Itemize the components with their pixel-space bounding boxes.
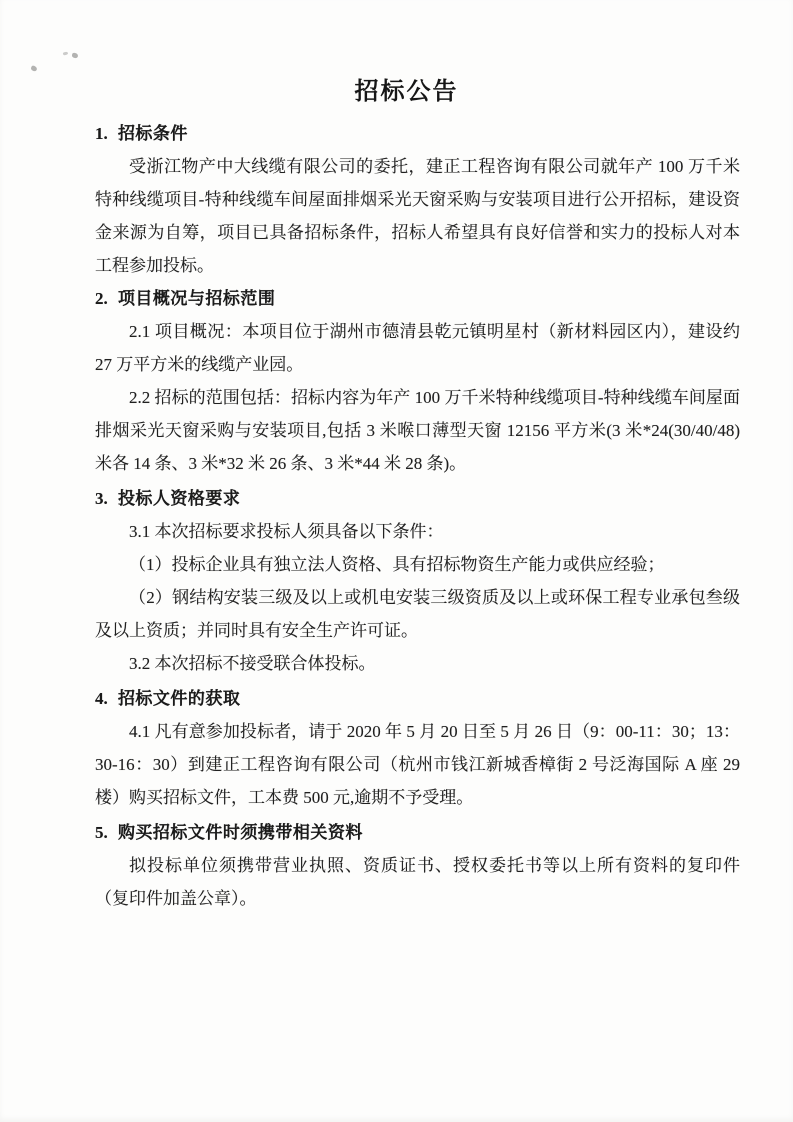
paragraph: 受浙江物产中大线缆有限公司的委托，建正工程咨询有限公司就年产 100 万千米特种线缆项目-特种线缆车间屋面排烟采光天窗采购与安装项目进行公开招标，建设资金来源为自筹，项目已具备招标条件，招标人希望具有良好信誉和实力的投标人对本工程参加投标。 [95,157,740,275]
section-heading-text: 项目概况与招标范围 [117,289,276,308]
section-number: 1. [95,124,108,143]
section-project-overview [95,282,740,480]
section-heading [95,482,740,515]
section-tender-conditions [95,117,740,282]
paragraph: 拟投标单位须携带营业执照、资质证书、授权委托书等以上所有资料的复印件（复印件加盖公章）。 [95,856,740,908]
paragraph: 4.1 凡有意参加投标者，请于 2020 年 5 月 20 日至 5 月 26 日（9：00-11：30；13：30-16：30）到建正工程咨询有限公司（杭州市钱江新城香樟街 2 号泛海国际 A 座 29 楼）购买招标文件，工本费 500 元,逾期不予受理。 [95,722,740,807]
section-heading-text: 购买招标文件时须携带相关资料 [117,823,363,842]
section-heading [95,117,740,150]
paragraph: 3.1 本次招标要求投标人须具备以下条件： [129,522,444,541]
section-bidder-qualifications [95,482,740,680]
document-title: 招标公告 [354,78,459,105]
section-heading-text: 投标人资格要求 [117,489,241,508]
paragraph: （2）钢结构安装三级及以上或机电安装三级资质及以上或环保工程专业承包叁级及以上资质；并同时具有安全生产许可证。 [95,588,740,640]
section-number: 2. [95,289,108,308]
paragraph: 2.2 招标的范围包括：招标内容为年产 100 万千米特种线缆项目-特种线缆车间屋面排烟采光天窗采购与安装项目,包括 3 米喉口薄型天窗 12156 平方米(3 米*24(30/40/48) 米各 14 条、3 米*32 米 26 条、3 米*44 米 28 条)。 [95,388,740,473]
section-number: 4. [95,689,108,708]
document-content [95,77,740,915]
section-document-acquisition [95,682,740,814]
section-heading [95,816,740,849]
paragraph: （1）投标企业具有独立法人资格、具有招标物资生产能力或供应经验； [129,555,665,574]
scan-speck [63,51,69,55]
scan-speck [30,65,38,72]
section-number: 5. [95,823,108,842]
section-heading-text: 招标文件的获取 [117,689,241,708]
section-number: 3. [95,489,108,508]
paragraph: 3.2 本次招标不接受联合体投标。 [129,654,376,673]
section-heading-text: 招标条件 [117,124,188,143]
section-heading [95,282,740,315]
section-heading [95,682,740,715]
section-required-materials [95,816,740,915]
scan-speck [72,53,79,59]
paragraph: 2.1 项目概况：本项目位于湖州市德清县乾元镇明星村（新材料园区内），建设约 27 万平方米的线缆产业园。 [95,322,740,374]
